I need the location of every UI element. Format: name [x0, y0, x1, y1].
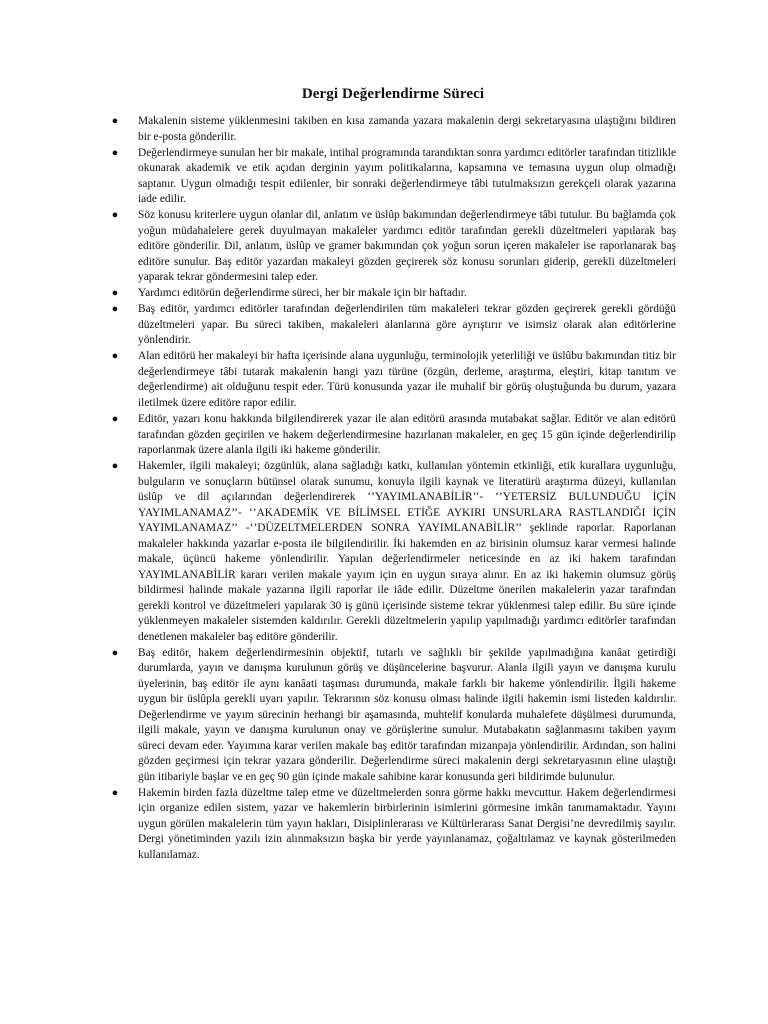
- list-item-text: Hakemin birden fazla düzeltme talep etme ve düzeltmelerden sonra görme hakkı mevcuttur. Hakem değerlendirmesi için organize edilen sistem, yazar ve hakemlerin birbirlerinin isimlerini görmesine imkân tanımamaktadır. Yayını uygun görülen makalelerin tüm yayın hakları, Disiplinlerarası ve Kültürlerarası Sanat Dergisi’ne devredilmiş sayılır. Dergi yönetiminden yazılı izin alınmaksızın başka bir yerde yayınlanamaz, çoğaltılamaz ve kaynak gösterilmeden kullanılamaz.: [138, 786, 676, 861]
- list-item: [110, 286, 676, 302]
- list-item-text: Değerlendirmeye sunulan her bir makale, intihal programında tarandıktan sonra yardımcı editörler tarafından titizlikle okunarak akademik ve etik açıdan derginin yayım politikalarına, kapsamına ve temasına uygun olup olmadığı saptanır. Uygun olmadığı tespit edilenler, bir sonraki değerlendirmeye tâbi tutulmaksızın gerekçeli olarak yazarına iade edilir.: [138, 146, 677, 206]
- bullet-icon: ●: [111, 350, 119, 363]
- document-title: Dergi Değerlendirme Süreci: [301, 86, 485, 102]
- bullet-icon: ●: [111, 146, 119, 159]
- list-item-text: Hakemler, ilgili makaleyi; özgünlük, alana sağladığı katkı, kullanılan yöntemin etkinliği, etik kurallara uygunluğu, bulguların ve sonuçların bütünsel olarak sunumu, konuyla ilgili kaynak ve literatürü araştırma düzeyi, kullanılan üslûp ve dil açılarından değerlendirerek ‘’YAYIMLANABİLİR’’- ‘’YETERSİZ BULUNDUĞU İÇİN YAYIMLANAMAZ’’- ‘’AKADEMİK VE BİLİMSEL ETİĞE AYKIRI UNSURLARA RASTLANDIĞI İÇİN YAYIMLANAMAZ’’ -‘’DÜZELTMELERDEN SONRA YAYIMLANABİLİR’’ şeklinde raporlar. Raporlanan makaleler hakkında yazarlar e-posta ile bilgilendirilir. İki hakemden en az birisinin olumsuz karar vermesi halinde makale, üçüncü hakeme yönlendirilir. Yapılan değerlendirmeler neticesinde en az iki hakem tarafından YAYIMLANABİLİR kararı verilen makale yayım için en uygun sıraya alınır. En az iki hakemin olumsuz görüş bildirmesi halinde makale yazarına ilgili raporlar ile iâde edilir. Düzeltme önerilen makalelerin yazar tarafından gerekli kontrol ve düzeltmeleri yapılarak 30 iş günü içerisinde sisteme tekrar yüklenmesi talep edilir. Bu süre içinde yüklenmeyen makaleler sistemden kaldırılır. Gerekli düzeltmelerin yapılıp yapılmadığı yardımcı editörler tarafından denetlenen makaleler baş editöre gönderilir.: [138, 460, 676, 643]
- bullet-icon: ●: [111, 646, 119, 659]
- list-item-text: Baş editör, yardımcı editörler tarafından değerlendirilen tüm makaleleri tekrar gözden geçirerek gerekli gördüğü düzeltmeleri yapar. Bu süreci takiben, makaleleri alanlarına göre ayrıştırır ve isimsiz olarak alan editörlerine yönlendirir.: [138, 303, 676, 347]
- bullet-icon: ●: [111, 413, 119, 426]
- list-item-text: Yardımcı editörün değerlendirme süreci, her bir makale için bir haftadır.: [138, 287, 467, 300]
- bullet-list: [110, 114, 676, 863]
- list-item: [110, 146, 676, 208]
- list-item: [110, 459, 676, 645]
- list-item-text: Alan editörü her makaleyi bir hafta içerisinde alana uygunluğu, terminolojik yeterliliği ve üslûbu bakımından titiz bir değerlendirmeye tâbi tutarak makalenin hangi yazı türüne (özgün, derleme, araştırma, eleştiri, kitap tanıtım ve değerlendirme) ait olduğunu tespit eder. Türü konusunda yazar ile muhalif bir görüş oluştuğunda bu durum, yazara iletilmek üzere editöre rapor edilir.: [138, 350, 676, 409]
- list-item: [110, 786, 676, 864]
- list-item-text: Editör, yazarı konu hakkında bilgilendirerek yazar ile alan editörü arasında mutabakat sağlar. Editör ve alan editörü tarafından gözden geçirilen ve hakem değerlendirmesine hazırlanan makaleler, en geç 15 gün içinde değerlendirilip raporlanmak üzere alanla ilgili iki hakeme gönderilir.: [138, 413, 676, 457]
- list-item-text: Söz konusu kriterlere uygun olanlar dil, anlatım ve üslûp bakımından değerlendirmeye tâbi tutulur. Bu bağlamda çok yoğun müdahalelere gerek duyulmayan makaleler yardımcı editör tarafından gerekli düzeltmeleri yapılarak baş editöre gönderilir. Dil, anlatım, üslûp ve gramer bakımından çok yoğun sorun içeren makaleler ise raporlanarak baş editöre sunulur. Baş editör yazardan makaleyi gözden geçirerek söz konusu sorunları giderip, gerekli düzeltmeleri yaparak tekrar göndermesini talep eder.: [138, 209, 676, 284]
- list-item: [110, 208, 676, 286]
- bullet-icon: ●: [111, 303, 119, 316]
- list-item: [110, 646, 676, 786]
- list-item: [110, 302, 676, 349]
- bullet-icon: ●: [111, 786, 119, 799]
- list-item: [110, 114, 676, 145]
- bullet-icon: ●: [111, 209, 119, 222]
- list-item: [110, 412, 676, 459]
- bullet-icon: ●: [111, 115, 119, 127]
- list-item-text: Makalenin sisteme yüklenmesini takiben en kısa zamanda yazara makalenin dergi sekretaryasına ulaştığını bildiren bir e-posta gönderilir.: [138, 115, 676, 143]
- bullet-icon: ●: [111, 460, 119, 473]
- list-item-text: Baş editör, hakem değerlendirmesinin objektif, tutarlı ve sağlıklı bir şekilde yapılmadığına kanâat getirdiği durumlarda, yayın ve danışma kurulunun görüş ve düşüncelerine başvurur. Alanla ilgili yayın ve danışma kurulu üyelerinin, baş editör ile aynı kanâati taşıması durumunda, makale farklı bir hakeme yönlendirilir. İlgili hakeme uygun bir üslûpla gerekli uyarı yapılır. Tekrarının söz konusu olması halinde ilgili hakemin ismi listeden kaldırılır. Değerlendirme ve yayım sürecinin herhangi bir aşamasında, muhtelif konularda muhalefete düşülmesi durumunda, ilgili makale, yayın ve danışma kurulunun onay ve görüşlerine sunulur. Mutabakatın sağlanmasını takiben yayım süreci devam eder. Yayımına karar verilen makale baş editör tarafından mizanpaja yönlendirilir. Ardından, son halini gözden geçirmesi için tekrar yazara gönderilir. Değerlendirme süreci makalenin dergi sekretaryasının eline ulaştığı gün itibariyle başlar ve en geç 90 gün içinde makale sahibine karar konusunda geri bildirimde bulunulur.: [138, 646, 676, 783]
- bullet-icon: ●: [111, 287, 119, 300]
- list-item: [110, 349, 676, 411]
